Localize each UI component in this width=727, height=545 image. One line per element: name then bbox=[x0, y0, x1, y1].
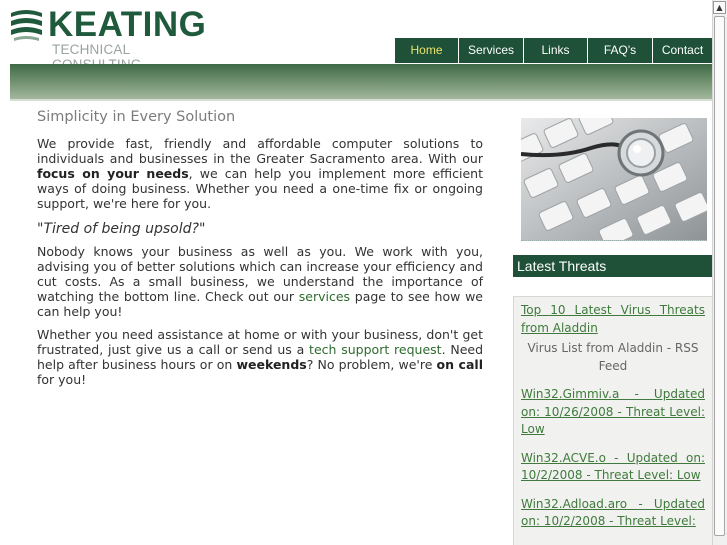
main-nav bbox=[395, 38, 712, 63]
logo-mark-icon bbox=[10, 7, 43, 43]
rss-feed-label: Virus List from Aladdin - RSS Feed bbox=[527, 341, 699, 373]
services-link[interactable]: services bbox=[298, 289, 351, 304]
support-text-b: . Need help after business hours or on bbox=[37, 342, 484, 372]
intro-text-cont: , we can help you implement more efficient ways of doing business. Whether you need a one-time fix or ongoing support, we're here for you. bbox=[37, 166, 483, 211]
quote-heading: "Tired of being upsold?" bbox=[37, 221, 206, 237]
stethoscope-keyboard-image bbox=[521, 118, 707, 241]
header-banner bbox=[10, 64, 712, 101]
vertical-scrollbar[interactable] bbox=[712, 0, 727, 545]
page-title: Simplicity in Every Solution bbox=[37, 109, 236, 125]
scroll-up-arrow-icon[interactable]: ▲ bbox=[713, 1, 726, 14]
scroll-thumb[interactable] bbox=[714, 16, 725, 536]
latest-threats-panel bbox=[513, 296, 713, 545]
logo-name: KEATING bbox=[48, 5, 207, 44]
main-content bbox=[37, 110, 483, 395]
intro-emphasis: focus on your needs bbox=[37, 166, 189, 181]
support-paragraph bbox=[37, 327, 483, 387]
upsell-text-cont: page to see how we can help you! bbox=[37, 289, 483, 319]
nav-links[interactable]: Links bbox=[524, 38, 588, 63]
upsell-paragraph bbox=[37, 244, 483, 319]
weekends-emphasis: weekends bbox=[236, 357, 307, 372]
site-logo[interactable] bbox=[10, 7, 215, 59]
latest-threats-heading: Latest Threats bbox=[513, 255, 713, 277]
threat-item[interactable]: Win32.Gimmiv.a - Updated on: 10/26/2008 - Threat Level: Low bbox=[521, 387, 705, 436]
logo-tagline: TECHNICAL bbox=[52, 42, 130, 57]
threat-item[interactable]: Win32.Adload.aro - Updated on: 10/2/2008 - Threat Level: bbox=[521, 496, 705, 528]
tech-support-link[interactable]: tech support request bbox=[309, 342, 442, 357]
support-text: Whether you need assistance at home or with your business, don't get frustrated, just give us a call or send us a bbox=[37, 327, 483, 357]
stethoscope-icon bbox=[521, 118, 707, 241]
nav-services[interactable]: Services bbox=[459, 38, 524, 63]
support-text-c: ? No problem, we're bbox=[306, 357, 437, 372]
nav-faqs[interactable]: FAQ's bbox=[588, 38, 653, 63]
nav-home[interactable]: Home bbox=[395, 38, 459, 63]
intro-text: We provide fast, friendly and affordable computer solutions to individuals and businesses in the Greater Sacramento area. With our bbox=[37, 136, 483, 166]
top-10-threats-link[interactable]: Top 10 Latest Virus Threats from Aladdin bbox=[521, 303, 705, 335]
intro-paragraph bbox=[37, 136, 483, 211]
nav-contact[interactable]: Contact bbox=[653, 38, 712, 63]
threat-item[interactable]: Win32.ACVE.o - Updated on: 10/2/2008 - Threat Level: Low bbox=[521, 450, 705, 482]
upsell-text: Nobody knows your business as well as you. We work with you, advising you of better solutions which can increase your efficiency and cut costs. As a small business, we understand the importance of watching the bottom line. Check out our bbox=[37, 244, 483, 304]
on-call-emphasis: on call bbox=[436, 357, 483, 372]
support-text-d: for you! bbox=[37, 372, 87, 387]
